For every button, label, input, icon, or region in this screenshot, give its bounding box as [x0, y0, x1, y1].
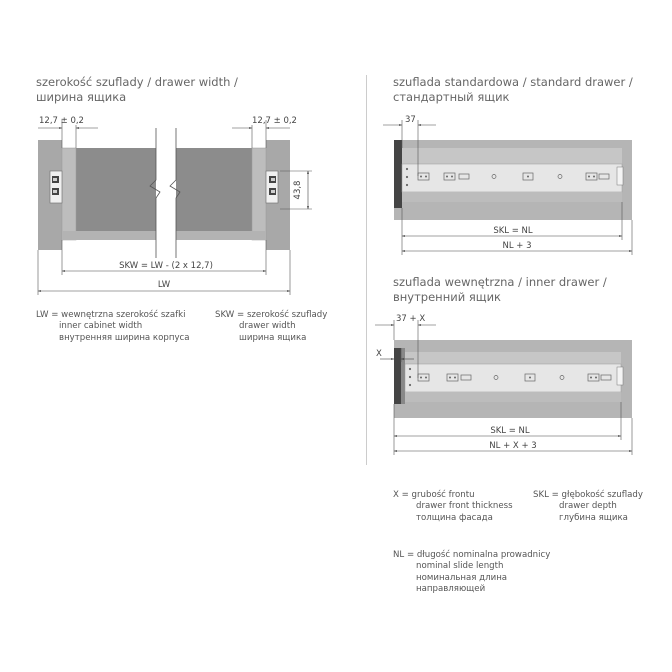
- standard-front: [394, 140, 402, 208]
- legend-skw-line3: ширина ящика: [239, 332, 307, 343]
- standard-dim-37-label: 37: [405, 115, 416, 125]
- standard-drawer-title-line2: стандартный ящик: [393, 90, 510, 104]
- dim-right-gap-label: 12,7 ± 0,2: [252, 116, 297, 126]
- legend-nl-line4: направляющей: [416, 584, 486, 595]
- legend-x: [393, 490, 513, 524]
- lw-label: LW: [157, 280, 171, 290]
- dim-left-gap-label: 12,7 ± 0,2: [39, 116, 84, 126]
- legend-x-line2: drawer front thickness: [416, 501, 513, 512]
- inner-drawer-title-line1: szuflada wewnętrzna / inner drawer /: [393, 275, 607, 289]
- legend-nl-line2: nominal slide length: [416, 561, 504, 572]
- legend-x-line1: X = grubość frontu: [393, 490, 475, 500]
- standard-drawer-title-line1: szuflada standardowa / standard drawer /: [393, 75, 633, 89]
- standard-nl-label: NL + 3: [502, 241, 532, 251]
- inner-front: [394, 348, 401, 404]
- dim-height-label: 43,8: [293, 180, 303, 200]
- legend-lw-line1: LW = wewnętrzna szerokość szafki: [36, 310, 186, 320]
- legend-nl-line1: NL = długość nominalna prowadnicy: [393, 550, 551, 560]
- inner-skl-label: SKL = NL: [490, 426, 530, 436]
- left-slide: [50, 171, 62, 203]
- legend-nl: [393, 550, 550, 596]
- legend-lw: [36, 310, 190, 344]
- legend-nl-line3: номинальная длина: [416, 572, 508, 583]
- right-slide: [266, 171, 278, 203]
- legend-x-line3: толщина фасада: [416, 512, 493, 523]
- legend-skw: [215, 310, 327, 344]
- legend-lw-line2: inner cabinet width: [59, 321, 143, 332]
- drawer-width-title-line1: szerokość szuflady / drawer width /: [36, 75, 238, 89]
- standard-drawer-drawing: [394, 140, 632, 220]
- drawer-width-title-line2: ширина ящика: [36, 90, 127, 104]
- inner-slide: [405, 364, 621, 392]
- legend-lw-line3: внутренняя ширина корпуса: [59, 332, 190, 343]
- standard-skl-label: SKL = NL: [493, 226, 533, 236]
- inner-nl-label: NL + X + 3: [489, 441, 537, 451]
- legend-skl: [533, 490, 643, 524]
- standard-slide: [402, 164, 622, 192]
- legend-skl-line3: глубина ящика: [559, 512, 628, 523]
- legend-skw-line2: drawer width: [239, 321, 296, 332]
- inner-x-label: X: [376, 349, 382, 359]
- legend-skw-line1: SKW = szerokość szuflady: [215, 310, 328, 320]
- inner-dim-37x-label: 37 + X: [396, 314, 426, 324]
- legend-skl-line1: SKL = głębokość szuflady: [533, 490, 643, 500]
- skw-formula-label: SKW = LW - (2 x 12,7): [119, 261, 213, 271]
- legend-skl-line2: drawer depth: [559, 501, 617, 512]
- inner-drawer-drawing: [394, 340, 632, 418]
- inner-drawer-title-line2: внутренний ящик: [393, 290, 501, 304]
